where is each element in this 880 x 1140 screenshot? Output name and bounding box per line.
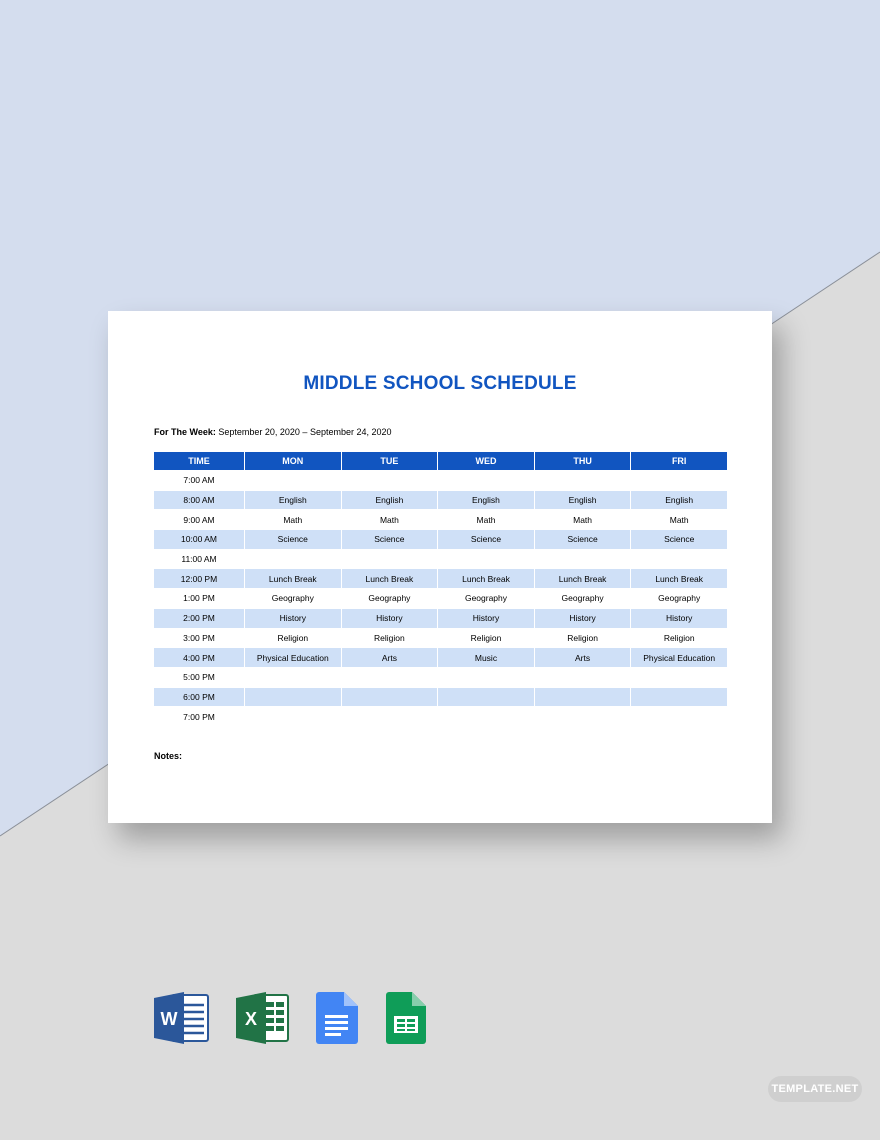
notes-label: Notes: [154,751,183,761]
time-cell: 10:00 AM [154,530,244,549]
header-wed: WED [438,452,534,470]
google-docs-icon [316,992,358,1044]
svg-text:X: X [244,1009,258,1029]
table-row [154,688,727,707]
time-cell: 9:00 AM [183,514,215,525]
document-title: MIDDLE SCHOOL SCHEDULE [303,373,577,394]
subject-cell: History [535,609,631,628]
subject-cell: History [342,609,438,628]
subject-cell: Geography [561,593,604,604]
subject-cell: English [245,491,341,510]
word-icon [154,992,210,1044]
table-row [154,629,727,648]
subject-cell [438,668,534,687]
subject-cell [438,471,534,490]
subject-cell [342,550,438,569]
schedule-document [108,311,772,823]
subject-cell [245,550,341,569]
table-row [154,589,727,608]
table-row [154,648,727,667]
table-row [154,510,727,529]
watermark-badge: TEMPLATE.NET [768,1076,862,1102]
week-label: For The Week: [154,427,216,437]
time-cell: 1:00 PM [183,593,215,604]
subject-cell: Science [245,530,341,549]
subject-cell [535,550,631,569]
subject-cell [631,668,727,687]
subject-cell: Geography [464,593,508,604]
subject-cell [342,688,438,707]
subject-cell [535,471,631,490]
table-row [154,569,727,588]
subject-cell: Geography [658,593,701,604]
subject-cell: Geography [271,593,314,604]
subject-cell: History [245,609,341,628]
table-row [154,707,727,726]
subject-cell [342,668,438,687]
time-cell: 12:00 PM [154,569,244,588]
schedule-header-row [154,452,727,470]
subject-cell [245,707,341,726]
table-row [154,668,727,687]
subject-cell: Arts [535,648,631,667]
time-cell: 7:00 PM [183,711,215,722]
subject-cell [631,707,727,726]
subject-cell [245,471,341,490]
subject-cell: Lunch Break [342,569,438,588]
subject-cell [438,550,534,569]
header-time: TIME [154,452,244,470]
header-tue: TUE [342,452,438,470]
subject-cell: Math [283,514,303,525]
schedule-body [154,471,727,726]
time-cell: 11:00 AM [181,554,217,565]
subject-cell: Geography [368,593,411,604]
week-line [154,427,392,437]
subject-cell: Science [631,530,727,549]
subject-cell: Religion [663,632,695,643]
time-cell: 4:00 PM [154,648,244,667]
subject-cell: Math [379,514,399,525]
subject-cell: Religion [277,632,309,643]
subject-cell [438,688,534,707]
subject-cell [245,668,341,687]
subject-cell: Math [476,514,496,525]
subject-cell: Math [573,514,593,525]
subject-cell: English [342,491,438,510]
excel-icon [236,992,290,1044]
subject-cell [342,471,438,490]
google-sheets-icon [386,992,426,1044]
schedule-table [153,451,728,727]
subject-cell: Lunch Break [631,569,727,588]
subject-cell: English [438,491,534,510]
subject-cell [245,688,341,707]
table-row [154,609,727,628]
subject-cell: Music [438,648,534,667]
table-row [154,471,727,490]
time-cell: 7:00 AM [183,475,215,486]
time-cell: 6:00 PM [154,688,244,707]
header-thu: THU [535,452,631,470]
week-range: September 20, 2020 – September 24, 2020 [218,427,392,437]
subject-cell [535,707,631,726]
subject-cell: Science [535,530,631,549]
subject-cell: Physical Education [631,648,727,667]
table-row [154,491,727,510]
subject-cell: Religion [374,632,405,643]
svg-text:W: W [160,1009,178,1029]
subject-cell [631,550,727,569]
subject-cell [438,707,534,726]
subject-cell: Arts [342,648,438,667]
time-cell: 2:00 PM [154,609,244,628]
subject-cell [535,668,631,687]
subject-cell: Lunch Break [535,569,631,588]
subject-cell [342,707,438,726]
subject-cell: History [438,609,534,628]
subject-cell [535,688,631,707]
table-row [154,550,727,569]
time-cell: 8:00 AM [154,491,244,510]
subject-cell: Lunch Break [438,569,534,588]
subject-cell: Religion [567,632,598,643]
subject-cell: Physical Education [245,648,341,667]
time-cell: 3:00 PM [183,632,215,643]
subject-cell [631,688,727,707]
subject-cell: Math [669,514,689,525]
subject-cell: Religion [470,632,502,643]
subject-cell: English [631,491,727,510]
header-mon: MON [245,452,341,470]
subject-cell [631,471,727,490]
header-fri: FRI [631,452,727,470]
subject-cell: Science [342,530,438,549]
table-row [154,530,727,549]
subject-cell: History [631,609,727,628]
time-cell: 5:00 PM [183,672,215,683]
subject-cell: English [535,491,631,510]
subject-cell: Lunch Break [245,569,341,588]
subject-cell: Science [438,530,534,549]
